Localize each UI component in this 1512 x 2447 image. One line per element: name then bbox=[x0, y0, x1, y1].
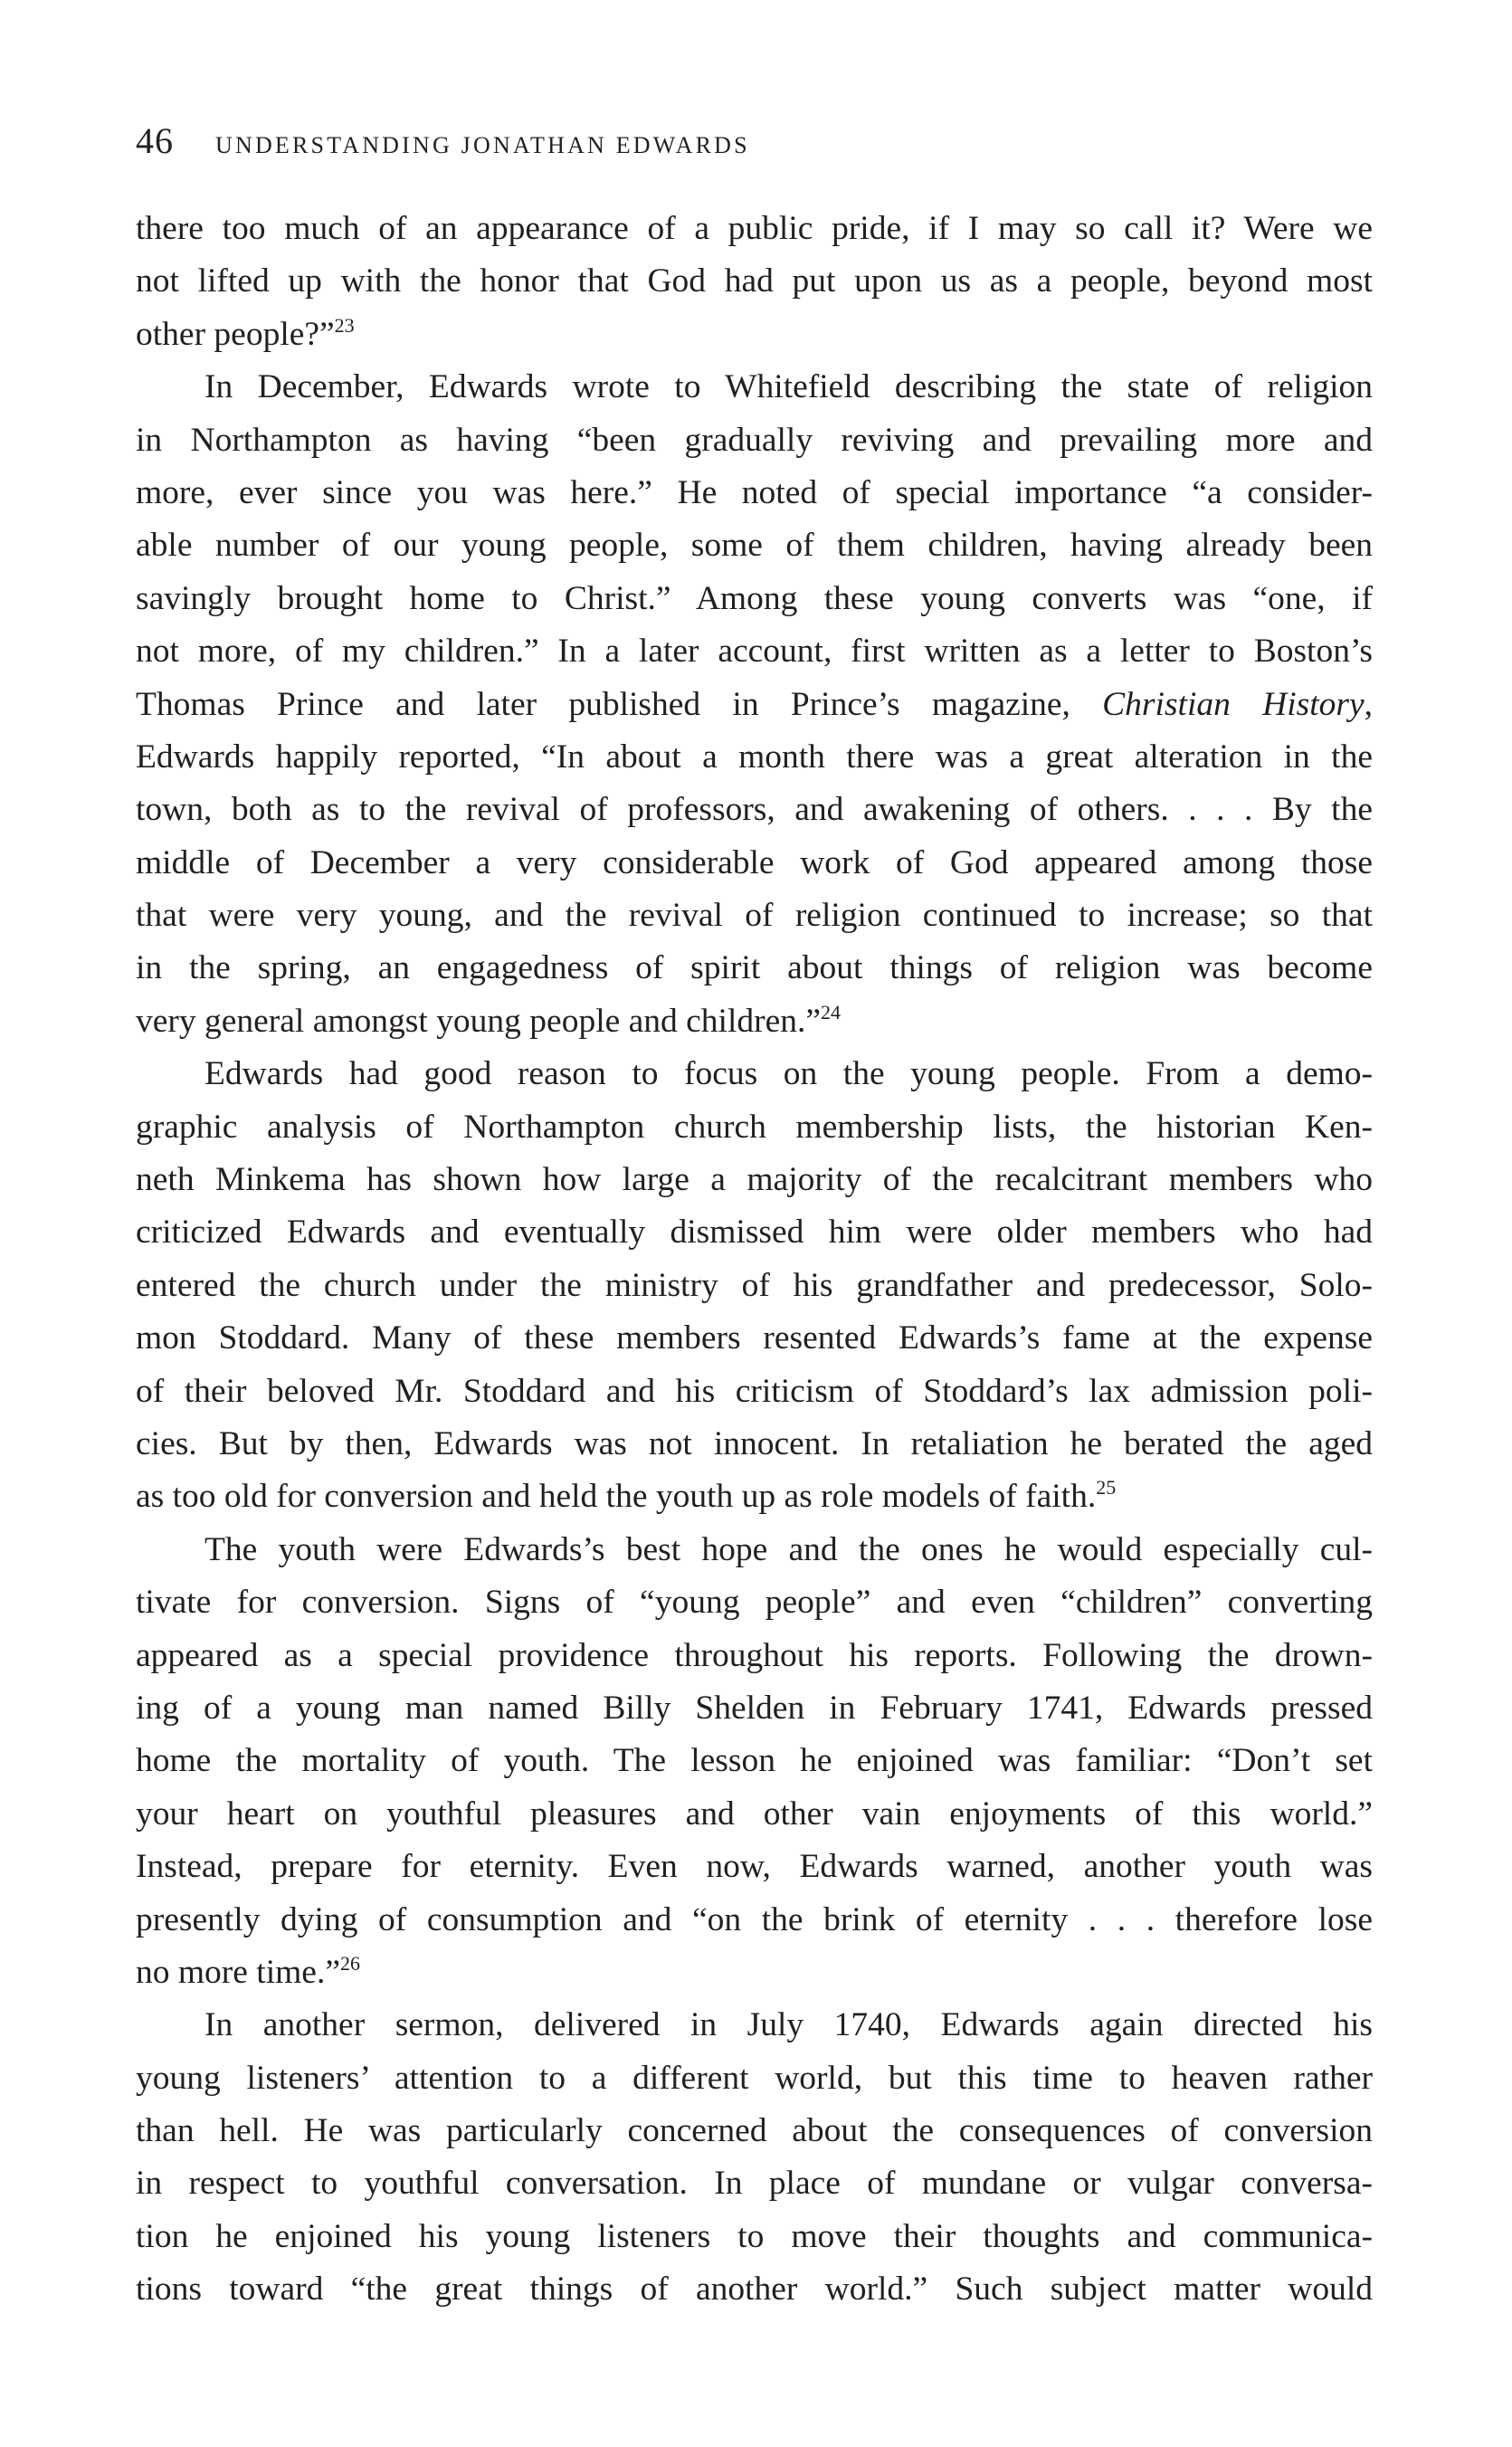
line-text: in the spring, an engagedness of spirit about things of religion was become bbox=[136, 949, 1373, 987]
text-line bbox=[136, 1471, 1373, 1523]
text-line bbox=[136, 1524, 1373, 1576]
text-line bbox=[136, 309, 1373, 361]
line-text: than hell. He was particularly concerned about the consequences of conversion bbox=[136, 2112, 1373, 2150]
text-line bbox=[136, 2157, 1373, 2210]
text-line bbox=[136, 1894, 1373, 1947]
line-text: Edwards had good reason to focus on the young people. From a demo- bbox=[204, 1055, 1373, 1093]
footnote-marker[interactable]: 26 bbox=[339, 1951, 360, 1975]
line-text: presently dying of consumption and “on the brink of eternity . . . therefore lose bbox=[136, 1900, 1373, 1938]
text-line bbox=[136, 1101, 1373, 1154]
paragraph bbox=[136, 361, 1373, 1048]
line-text: In another sermon, delivered in July 1740, Edwards again directed his bbox=[204, 2006, 1373, 2044]
text-line bbox=[136, 2211, 1373, 2263]
text-line bbox=[136, 1947, 1373, 1999]
line-text: other people?” bbox=[136, 315, 335, 353]
line-text: in respect to youthful conversation. In place of mundane or vulgar conversa- bbox=[136, 2165, 1373, 2203]
paragraph bbox=[136, 1999, 1373, 2316]
line-text: Instead, prepare for eternity. Even now, Edwards warned, another youth was bbox=[136, 1848, 1373, 1886]
text-line bbox=[136, 837, 1373, 890]
running-head bbox=[136, 119, 750, 165]
line-text: tivate for conversion. Signs of “young people” and even “children” converting bbox=[136, 1584, 1373, 1622]
text-line bbox=[136, 1788, 1373, 1841]
line-text: criticized Edwards and eventually dismissed him were older members who had bbox=[136, 1214, 1373, 1252]
paragraph bbox=[136, 1048, 1373, 1524]
line-text: tions toward “the great things of another world.” Such subject matter would bbox=[136, 2271, 1373, 2309]
text-line bbox=[136, 2105, 1373, 2157]
line-text: no more time.” bbox=[136, 1953, 340, 1991]
line-text: tion he enjoined his young listeners to move their thoughts and communica- bbox=[136, 2217, 1373, 2255]
text-line bbox=[136, 203, 1373, 255]
text-line bbox=[136, 1682, 1373, 1735]
line-text: in Northampton as having “been gradually reviving and prevailing more and bbox=[136, 421, 1373, 459]
text-line bbox=[136, 1260, 1373, 1312]
line-text: your heart on youthful pleasures and other vain enjoyments of this world.” bbox=[136, 1795, 1373, 1833]
line-text: that were very young, and the revival of religion continued to increase; so that bbox=[136, 897, 1373, 935]
footnote-marker[interactable]: 25 bbox=[1096, 1476, 1117, 1500]
footnote-marker[interactable]: 23 bbox=[334, 313, 355, 337]
text-line bbox=[136, 2263, 1373, 2316]
text-line bbox=[136, 1206, 1373, 1259]
text-line bbox=[136, 1048, 1373, 1100]
line-text: there too much of an appearance of a public pride, if I may so call it? Were we bbox=[136, 210, 1373, 247]
text-line bbox=[136, 890, 1373, 942]
line-text: appeared as a special providence throughout his reports. Following the drown- bbox=[136, 1636, 1373, 1674]
line-text: able number of our young people, some of them children, having already been bbox=[136, 527, 1373, 565]
text-line bbox=[136, 1999, 1373, 2052]
footnote-marker[interactable]: 24 bbox=[821, 1000, 842, 1024]
text-line bbox=[136, 467, 1373, 519]
line-text: ing of a young man named Billy Shelden in February 1741, Edwards pressed bbox=[136, 1689, 1373, 1727]
text-line bbox=[136, 1154, 1373, 1206]
text-line bbox=[136, 1312, 1373, 1365]
text-line bbox=[136, 361, 1373, 414]
text-line bbox=[136, 1418, 1373, 1471]
text-line bbox=[136, 573, 1373, 625]
punctuation: , bbox=[1364, 685, 1373, 723]
line-text: as too old for conversion and held the youth up as role models of faith. bbox=[136, 1478, 1097, 1516]
italic-title: Christian History bbox=[1102, 685, 1365, 723]
text-line bbox=[136, 1576, 1373, 1629]
text-line bbox=[136, 625, 1373, 678]
line-text: mon Stoddard. Many of these members resented Edwards’s fame at the expense bbox=[136, 1319, 1373, 1357]
line-text: Edwards happily reported, “In about a month there was a great alteration in the bbox=[136, 738, 1373, 776]
text-line bbox=[136, 784, 1373, 836]
line-text: not more, of my children.” In a later account, first written as a letter to Boston’s bbox=[136, 633, 1373, 671]
text-line bbox=[136, 731, 1373, 784]
line-text: very general amongst young people and children.” bbox=[136, 1002, 822, 1040]
line-text: middle of December a very considerable work of God appeared among those bbox=[136, 843, 1373, 881]
text-line bbox=[136, 1841, 1373, 1893]
text-line bbox=[136, 942, 1373, 995]
line-text: town, both as to the revival of professors, and awakening of others. . . . By the bbox=[136, 791, 1373, 829]
text-line bbox=[136, 679, 1373, 731]
line-text: not lifted up with the honor that God had put upon us as a people, beyond most bbox=[136, 262, 1373, 300]
line-text: entered the church under the ministry of his grandfather and predecessor, Solo- bbox=[136, 1266, 1373, 1304]
text-line bbox=[136, 414, 1373, 467]
line-text: young listeners’ attention to a different world, but this time to heaven rather bbox=[136, 2059, 1373, 2097]
body-text bbox=[136, 203, 1373, 2317]
line-text: more, ever since you was here.” He noted of special importance “a consider- bbox=[136, 473, 1373, 511]
text-line bbox=[136, 2052, 1373, 2105]
text-line bbox=[136, 995, 1373, 1048]
text-line bbox=[136, 1735, 1373, 1787]
line-text: neth Minkema has shown how large a majority of the recalcitrant members who bbox=[136, 1161, 1373, 1199]
book-title-header: UNDERSTANDING JONATHAN EDWARDS bbox=[215, 132, 750, 158]
line-text: In December, Edwards wrote to Whitefield describing the state of religion bbox=[204, 368, 1373, 406]
line-text: savingly brought home to Christ.” Among these young converts was “one, if bbox=[136, 579, 1373, 617]
line-text: graphic analysis of Northampton church membership lists, the historian Ken- bbox=[136, 1108, 1373, 1146]
paragraph bbox=[136, 1524, 1373, 2000]
line-text: The youth were Edwards’s best hope and the ones he would especially cul- bbox=[204, 1530, 1373, 1568]
line-text: home the mortality of youth. The lesson he enjoined was familiar: “Don’t set bbox=[136, 1742, 1373, 1780]
line-text: cies. But by then, Edwards was not innocent. In retaliation he berated the aged bbox=[136, 1424, 1373, 1462]
line-text: of their beloved Mr. Stoddard and his criticism of Stoddard’s lax admission poli- bbox=[136, 1372, 1373, 1410]
line-text: Thomas Prince and later published in Prince’s magazine, bbox=[136, 685, 1103, 723]
text-line bbox=[136, 519, 1373, 572]
text-line bbox=[136, 1630, 1373, 1682]
page-number: 46 bbox=[136, 120, 174, 161]
paragraph bbox=[136, 203, 1373, 361]
text-line bbox=[136, 1366, 1373, 1418]
text-line bbox=[136, 255, 1373, 308]
